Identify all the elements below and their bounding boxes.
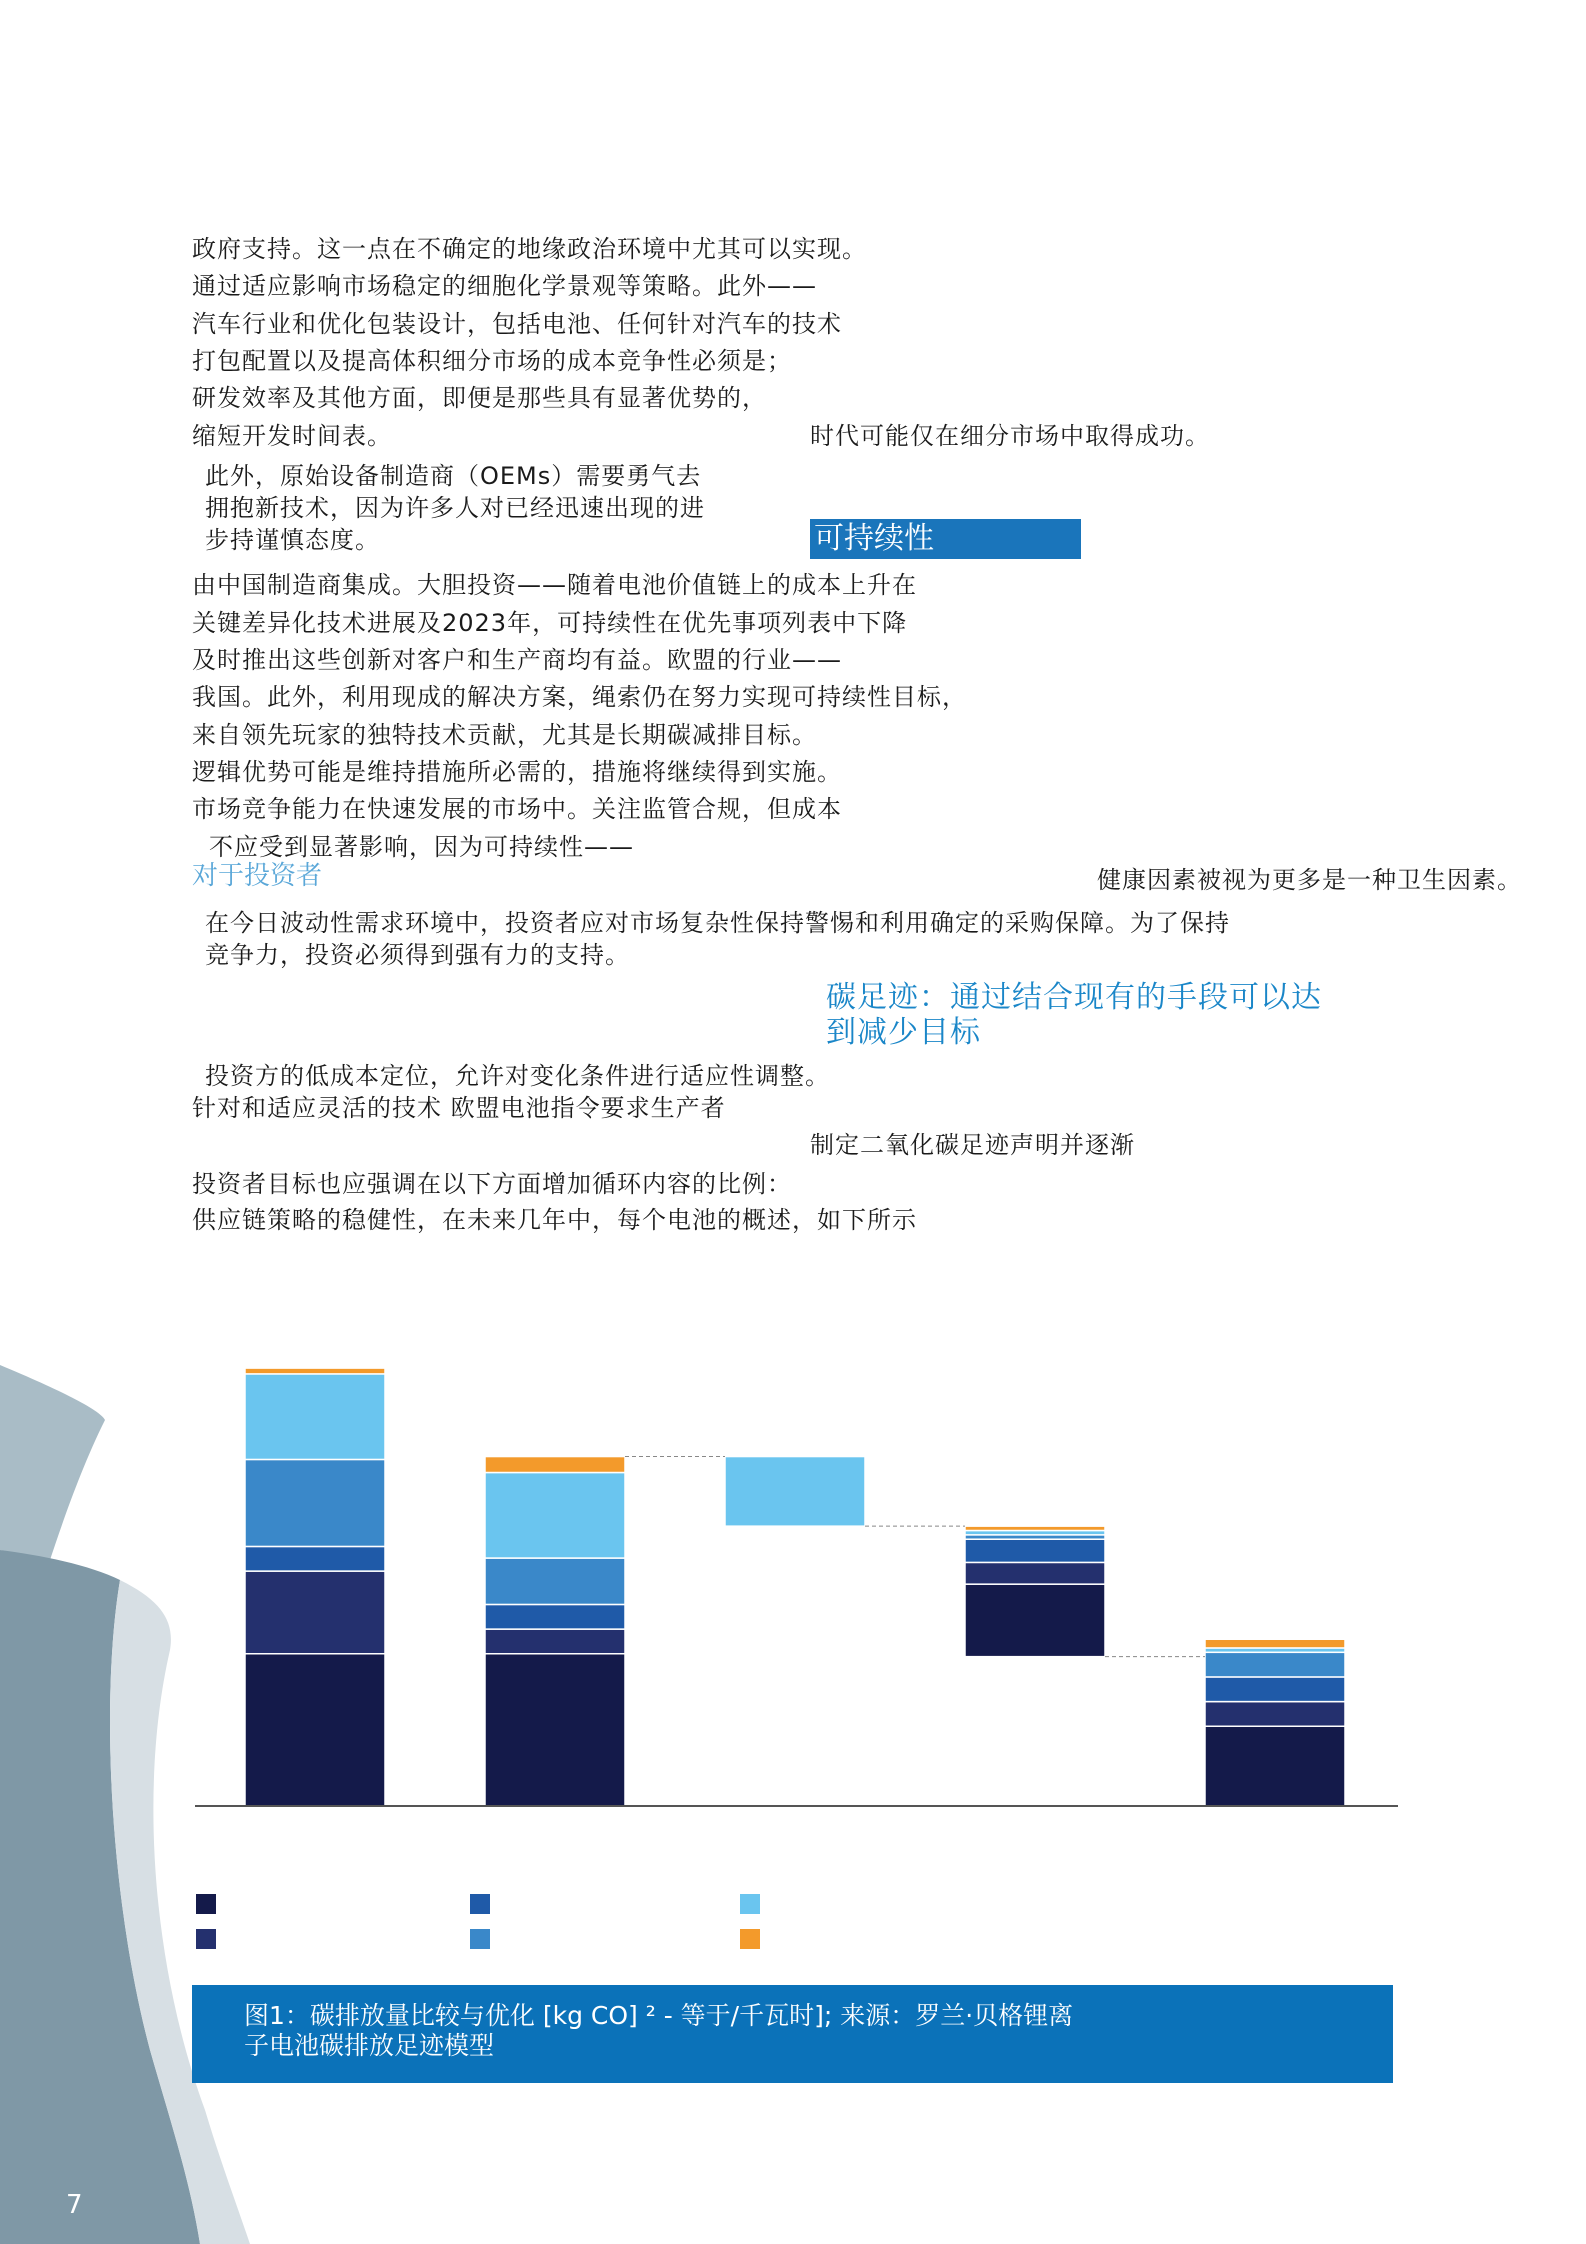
bar-segment xyxy=(1205,1652,1345,1677)
body-line: 政府支持。这一点在不确定的地缘政治环境中尤其可以实现。 xyxy=(192,235,867,263)
body-line: 打包配置以及提高体积细分市场的成本竞争性必须是； xyxy=(192,347,792,375)
oem-paragraph-line: 步持谨慎态度。 xyxy=(205,526,380,554)
legend-swatch-navy xyxy=(196,1894,216,1914)
carbon-footprint-heading-line: 碳足迹：通过结合现有的手段可以达 xyxy=(826,980,1322,1015)
figure-caption-box xyxy=(192,1985,1393,2083)
caption-line: 图1：碳排放量比较与优化 [kg CO] ² - 等于/千瓦时]; 来源：罗兰·贝格锂离 xyxy=(244,2001,1074,2030)
bar-segment xyxy=(245,1368,385,1374)
body-line: 供应链策略的稳健性，在未来几年中，每个电池的概述，如下所示 xyxy=(192,1206,917,1234)
body-line: 针对和适应灵活的技术 欧盟电池指令要求生产者 xyxy=(192,1094,726,1122)
legend-swatch-royal xyxy=(470,1894,490,1914)
body-line-right: 制定二氧化碳足迹声明并逐渐 xyxy=(810,1131,1135,1159)
body-line: 缩短开发时间表。 xyxy=(192,422,392,450)
body-line: 通过适应影响市场稳定的细胞化学景观等策略。此外—— xyxy=(192,272,817,300)
bar-segment xyxy=(725,1457,865,1527)
bar-segment xyxy=(245,1571,385,1654)
bar-segment xyxy=(1205,1639,1345,1648)
caption-line: 子电池碳排放足迹模型 xyxy=(244,2031,495,2060)
bar-segment xyxy=(485,1604,625,1629)
sustainability-heading: 可持续性 xyxy=(810,519,1081,559)
chart-connectors xyxy=(625,1457,1205,1657)
investor-paragraph-line: 竞争力，投资必须得到强有力的支持。 xyxy=(205,941,630,969)
investor-paragraph-line: 在今日波动性需求环境中，投资者应对市场复杂性保持警惕和利用确定的采购保障。为了保持 xyxy=(205,909,1230,937)
bar-segment xyxy=(965,1584,1105,1657)
body-line: 汽车行业和优化包装设计，包括电池、任何针对汽车的技术 xyxy=(192,310,842,338)
bar-segment xyxy=(245,1374,385,1460)
bar-segment xyxy=(965,1539,1105,1562)
body-line: 来自领先玩家的独特技术贡献，尤其是长期碳减排目标。 xyxy=(192,721,817,749)
bar-segment xyxy=(1205,1677,1345,1702)
body-line: 由中国制造商集成。大胆投资——随着电池价值链上的成本上升在 xyxy=(192,571,917,599)
bar-segment xyxy=(1205,1702,1345,1727)
investor-heading: 对于投资者 xyxy=(192,861,323,891)
body-line: 我国。此外，利用现成的解决方案，绳索仍在努力实现可持续性目标， xyxy=(192,683,967,711)
bar-segment xyxy=(245,1546,385,1571)
page-number: 7 xyxy=(66,2190,83,2220)
oem-paragraph-line: 拥抱新技术，因为许多人对已经迅速出现的进 xyxy=(205,494,705,522)
bar-segment xyxy=(485,1558,625,1604)
figure-caption xyxy=(244,2001,1073,2061)
bar-segment xyxy=(485,1629,625,1654)
body-line: 不应受到显著影响，因为可持续性—— xyxy=(209,833,634,861)
bar-segment xyxy=(965,1526,1105,1530)
bar-segment xyxy=(245,1654,385,1806)
bar-segment xyxy=(245,1459,385,1546)
legend-swatch-sky xyxy=(740,1894,760,1914)
bar-segment xyxy=(965,1562,1105,1584)
body-line: 市场竞争能力在快速发展的市场中。关注监管合规，但成本 xyxy=(192,795,842,823)
legend-swatch-indigo xyxy=(196,1929,216,1949)
legend-swatch-orange xyxy=(740,1929,760,1949)
bar-segment xyxy=(485,1457,625,1473)
body-line-right: 时代可能仅在细分市场中取得成功。 xyxy=(810,422,1210,450)
oem-paragraph-line: 此外，原始设备制造商（OEMs）需要勇气去 xyxy=(205,462,702,490)
body-line-right: 健康因素被视为更多是一种卫生因素。 xyxy=(1097,866,1522,894)
body-line: 逻辑优势可能是维持措施所必需的，措施将继续得到实施。 xyxy=(192,758,842,786)
body-line: 投资者目标也应强调在以下方面增加循环内容的比例： xyxy=(192,1170,792,1198)
bar-segment xyxy=(485,1654,625,1806)
carbon-emissions-chart xyxy=(0,1350,1586,1830)
body-line: 研发效率及其他方面，即便是那些具有显著优势的， xyxy=(192,384,767,412)
chart-bars xyxy=(245,1368,1345,1806)
body-line: 及时推出这些创新对客户和生产商均有益。欧盟的行业—— xyxy=(192,646,842,674)
legend-swatch-steel xyxy=(470,1929,490,1949)
body-line: 关键差异化技术进展及2023年，可持续性在优先事项列表中下降 xyxy=(192,609,908,637)
bar-segment xyxy=(485,1473,625,1559)
bar-segment xyxy=(1205,1726,1345,1806)
carbon-footprint-heading-line: 到减少目标 xyxy=(826,1015,981,1050)
body-line: 投资方的低成本定位，允许对变化条件进行适应性调整。 xyxy=(205,1062,830,1090)
